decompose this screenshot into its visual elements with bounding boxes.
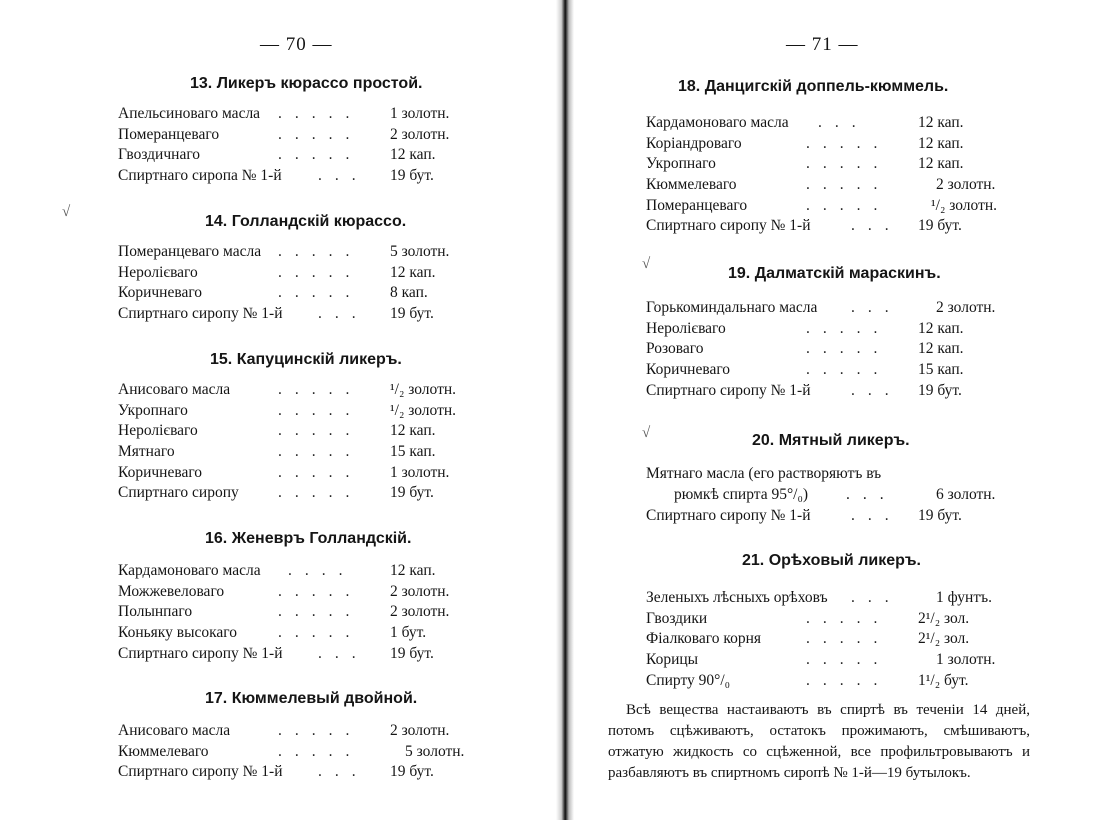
ingredient-list (118, 380, 518, 504)
ingredient-qty: 5 золотн. (405, 742, 465, 760)
ingredient-name: Фіалковаго корня (646, 630, 762, 648)
ingredient-name: Коричневаго (118, 284, 203, 302)
ingredient-qty: 12 кап. (918, 340, 964, 358)
ingredient-name: Корицы (646, 651, 699, 669)
ingredient-list (118, 561, 518, 664)
ingredient-qty: 19 бут. (390, 644, 434, 662)
note-line: рюмкѣ спирта 95°/₀) ... 6 золотн. (646, 485, 1006, 506)
ingredient-qty: 19 бут. (390, 484, 434, 502)
ingredient-row: Спиртнаго сиропа № 1-й ... 19 бут. (118, 166, 518, 187)
note-line: Мятнаго масла (его растворяютъ въ (646, 465, 882, 482)
ingredient-name: Померанцеваго (118, 125, 220, 143)
ingredient-list (646, 588, 1046, 691)
ingredient-name: Кюммелеваго (646, 176, 737, 194)
ingredient-row: Спиртнаго сиропу ..... 19 бут. (118, 483, 518, 504)
ingredient-name: Спиртнаго сиропу № 1-й (646, 217, 811, 235)
ingredient-list (118, 721, 518, 783)
ingredient-name: Укропнаго (646, 155, 716, 173)
recipe-title: 16. Женевръ Голландскій. (205, 530, 412, 547)
ingredient-row: Коріандроваго ..... 12 кап. (646, 134, 1046, 155)
recipe-title: 21. Орѣховый ликеръ. (742, 552, 921, 569)
ingredient-name: Спиртнаго сиропу № 1-й (118, 305, 283, 323)
ingredient-row: Неролієваго ..... 12 кап. (646, 319, 1046, 340)
recipe-title: 19. Далматскій мараскинъ. (728, 265, 941, 282)
ingredient-name: Горькоминдальнаго масла (646, 299, 818, 316)
ingredient-row: Зеленыхъ лѣсныхъ орѣховъ ... 1 фунтъ. (646, 588, 1046, 609)
ingredient-name: Розоваго (646, 340, 704, 358)
book-spine (556, 0, 574, 820)
ingredient-name: Коріандроваго (646, 134, 742, 152)
ingredient-row: Мятнаго ..... 15 кап. (118, 442, 518, 463)
ingredient-qty: ¹/₂ золотн. (931, 196, 998, 214)
ingredient-qty: 12 кап. (918, 155, 964, 173)
ingredient-list (118, 104, 518, 187)
check-mark-icon: √ (642, 425, 651, 441)
ingredient-name: Спиртнаго сиропа № 1-й (118, 167, 282, 185)
ingredient-row: Коньяку высокаго ..... 1 бут. (118, 623, 518, 644)
ingredient-list (118, 242, 518, 325)
ingredient-row: Померанцеваго масла ..... 5 золотн. (118, 242, 518, 263)
ingredient-name: Полынпаго (118, 603, 193, 621)
recipe-title: 14. Голландскій кюрассо. (205, 213, 407, 230)
ingredient-row: Померанцеваго ..... 2 золотн. (118, 125, 518, 146)
ingredient-qty: 1 золотн. (390, 463, 450, 481)
page-number: — 71 — (786, 34, 859, 55)
ingredient-qty: 12 кап. (390, 422, 436, 440)
ingredient-qty: 1 золотн. (936, 651, 996, 669)
instructions-paragraph: Всѣ вещества настаиваютъ въ спиртѣ въ теченіи 14 дней, потомъ сцѣживаютъ, остатокъ прожимаютъ, смѣшиваютъ, отжатую жидкость со сцѣженной, все профильтровываютъ и разбавляютъ въ спиртномъ сиропѣ № 1-й—19 бутылокъ. (608, 702, 1030, 781)
ingredient-qty: 2 золотн. (390, 125, 450, 143)
ingredient-name: Апельсиноваго масла (118, 105, 261, 122)
check-mark-icon: √ (62, 204, 71, 220)
ingredient-qty: 6 золотн. (936, 485, 996, 503)
ingredient-name: Неролієваго (118, 263, 198, 281)
recipe-title: 15. Капуцинскій ликеръ. (210, 351, 402, 368)
ingredient-name: Мятнаго (118, 443, 175, 461)
ingredient-qty: 2 золотн. (390, 603, 450, 621)
ingredient-name: Спиртнаго сиропу № 1-й (646, 381, 811, 399)
ingredient-qty: 12 кап. (390, 263, 436, 281)
ingredient-list (646, 113, 1046, 237)
ingredient-qty: 12 кап. (390, 146, 436, 164)
ingredient-name: Кардамоноваго масла (118, 562, 261, 579)
ingredient-qty: 1 золотн. (390, 105, 450, 122)
ingredient-row: Коричневаго ..... 15 кап. (646, 360, 1046, 381)
ingredient-qty: 12 кап. (390, 562, 436, 579)
ingredient-row: Анисоваго масла ..... ¹/₂ золотн. (118, 380, 518, 401)
ingredient-name: Померанцеваго масла (118, 243, 262, 260)
ingredient-qty: 19 бут. (390, 167, 434, 185)
ingredient-qty: 1¹/₂ бут. (918, 671, 969, 689)
ingredient-row: Неролієваго ..... 12 кап. (118, 421, 518, 442)
ingredient-name: Спиртнаго сиропу № 1-й (118, 763, 283, 781)
ingredient-row: Горькоминдальнаго масла ... 2 золотн. (646, 298, 1046, 319)
recipe-title: 13. Ликеръ кюрассо простой. (190, 75, 423, 92)
ingredient-note (646, 464, 1006, 505)
ingredient-qty: 19 бут. (918, 507, 962, 524)
ingredient-row: Розоваго ..... 12 кап. (646, 339, 1046, 360)
recipe-title: 17. Кюммелевый двойной. (205, 690, 418, 707)
ingredient-row: Спиртнаго сиропу № 1-й ... 19 бут. (646, 381, 1046, 402)
ingredient-qty: 1 фунтъ. (936, 589, 992, 606)
ingredient-row: Неролієваго ..... 12 кап. (118, 263, 518, 284)
ingredient-row: Спиртнаго сиропу № 1-й ... 19 бут. (646, 216, 1046, 237)
ingredient-qty: 2 золотн. (390, 722, 450, 739)
ingredient-row: Кюммелеваго ..... 2 золотн. (646, 175, 1046, 196)
recipe-title: 18. Данцигскій доппель-кюммель. (678, 78, 949, 95)
ingredient-row: Спирту 90°/₀ ..... 1¹/₂ бут. (646, 671, 1046, 692)
ingredient-row: Коричневаго ..... 1 золотн. (118, 463, 518, 484)
ingredient-name: Спиртнаго сиропу № 1-й (646, 507, 811, 524)
ingredient-row: Померанцеваго ..... ¹/₂ золотн. (646, 196, 1046, 217)
ingredient-qty: 5 золотн. (390, 243, 450, 260)
ingredient-name: Коричневаго (118, 463, 203, 481)
ingredient-name: Гвоздичнаго (118, 146, 201, 164)
ingredient-row: Апельсиноваго масла ..... 1 золотн. (118, 104, 518, 125)
ingredient-qty: 15 кап. (390, 443, 436, 461)
ingredient-row: Корицы ..... 1 золотн. (646, 650, 1046, 671)
check-mark-icon: √ (642, 256, 651, 272)
ingredient-row: Анисоваго масла ..... 2 золотн. (118, 721, 518, 742)
ingredient-row: Гвоздики ..... 2¹/₂ зол. (646, 609, 1046, 630)
ingredient-name: Кюммелеваго (118, 742, 209, 760)
ingredient-qty: 1 бут. (390, 624, 427, 642)
ingredient-row: Кардамоноваго масла .... 12 кап. (118, 561, 518, 582)
ingredient-row: Кардамоноваго масла ... 12 кап. (646, 113, 1046, 134)
ingredient-qty: 19 бут. (918, 217, 962, 235)
ingredient-qty: 12 кап. (918, 319, 964, 337)
ingredient-qty: 2 золотн. (936, 176, 996, 194)
ingredient-list (646, 506, 1046, 527)
ingredient-qty: 2¹/₂ зол. (918, 609, 970, 627)
ingredient-qty: 2 золотн. (390, 582, 450, 600)
ingredient-name: Кардамоноваго масла (646, 114, 789, 131)
ingredient-qty: 2 золотн. (936, 299, 996, 316)
ingredient-qty: 19 бут. (918, 381, 962, 399)
ingredient-row: Укропнаго ..... ¹/₂ золотн. (118, 401, 518, 422)
ingredient-name: Можжевеловаго (118, 582, 225, 600)
ingredient-qty: 12 кап. (918, 134, 964, 152)
ingredient-qty: ¹/₂ золотн. (390, 381, 457, 398)
ingredient-name: Померанцеваго (646, 196, 748, 214)
ingredient-name: Коньяку высокаго (118, 624, 238, 642)
ingredient-name: Анисоваго масла (118, 381, 231, 398)
ingredient-row: Гвоздичнаго ..... 12 кап. (118, 145, 518, 166)
ingredient-row: Спиртнаго сиропу № 1-й ... 19 бут. (118, 304, 518, 325)
ingredient-row: Кюммелеваго ..... 5 золотн. (118, 742, 518, 763)
recipe-title: 20. Мятный ликеръ. (752, 432, 910, 449)
page-number: — 70 — (260, 34, 333, 55)
ingredient-name: Анисоваго масла (118, 722, 231, 739)
ingredient-row: Укропнаго ..... 12 кап. (646, 154, 1046, 175)
ingredient-name: Укропнаго (118, 401, 188, 419)
ingredient-list (646, 298, 1046, 401)
ingredient-name: Неролієваго (118, 422, 198, 440)
right-page (576, 0, 1100, 820)
ingredient-row: Спиртнаго сиропу № 1-й ... 19 бут. (646, 506, 1046, 527)
ingredient-row: Фіалковаго корня ..... 2¹/₂ зол. (646, 629, 1046, 650)
ingredient-row: Спиртнаго сиропу № 1-й ... 19 бут. (118, 762, 518, 783)
ingredient-row: Коричневаго ..... 8 кап. (118, 283, 518, 304)
ingredient-name: Коричневаго (646, 361, 731, 379)
ingredient-qty: 19 бут. (390, 763, 434, 781)
note-text: рюмкѣ спирта 95°/₀) (674, 485, 809, 503)
ingredient-name: Неролієваго (646, 319, 726, 337)
ingredient-name: Спирту 90°/₀ (646, 671, 731, 689)
ingredient-name: Зеленыхъ лѣсныхъ орѣховъ (646, 589, 828, 606)
ingredient-row: Можжевеловаго ..... 2 золотн. (118, 582, 518, 603)
ingredient-qty: ¹/₂ золотн. (390, 401, 457, 419)
ingredient-row: Полынпаго ..... 2 золотн. (118, 602, 518, 623)
ingredient-name: Спиртнаго сиропу № 1-й (118, 644, 283, 662)
ingredient-name: Гвоздики (646, 609, 708, 627)
ingredient-qty: 2¹/₂ зол. (918, 630, 970, 648)
ingredient-qty: 15 кап. (918, 361, 964, 379)
ingredient-qty: 19 бут. (390, 305, 434, 323)
ingredient-qty: 8 кап. (390, 284, 428, 302)
ingredient-qty: 12 кап. (918, 114, 964, 131)
ingredient-name: Спиртнаго сиропу (118, 484, 239, 502)
ingredient-row: Спиртнаго сиропу № 1-й ... 19 бут. (118, 644, 518, 665)
